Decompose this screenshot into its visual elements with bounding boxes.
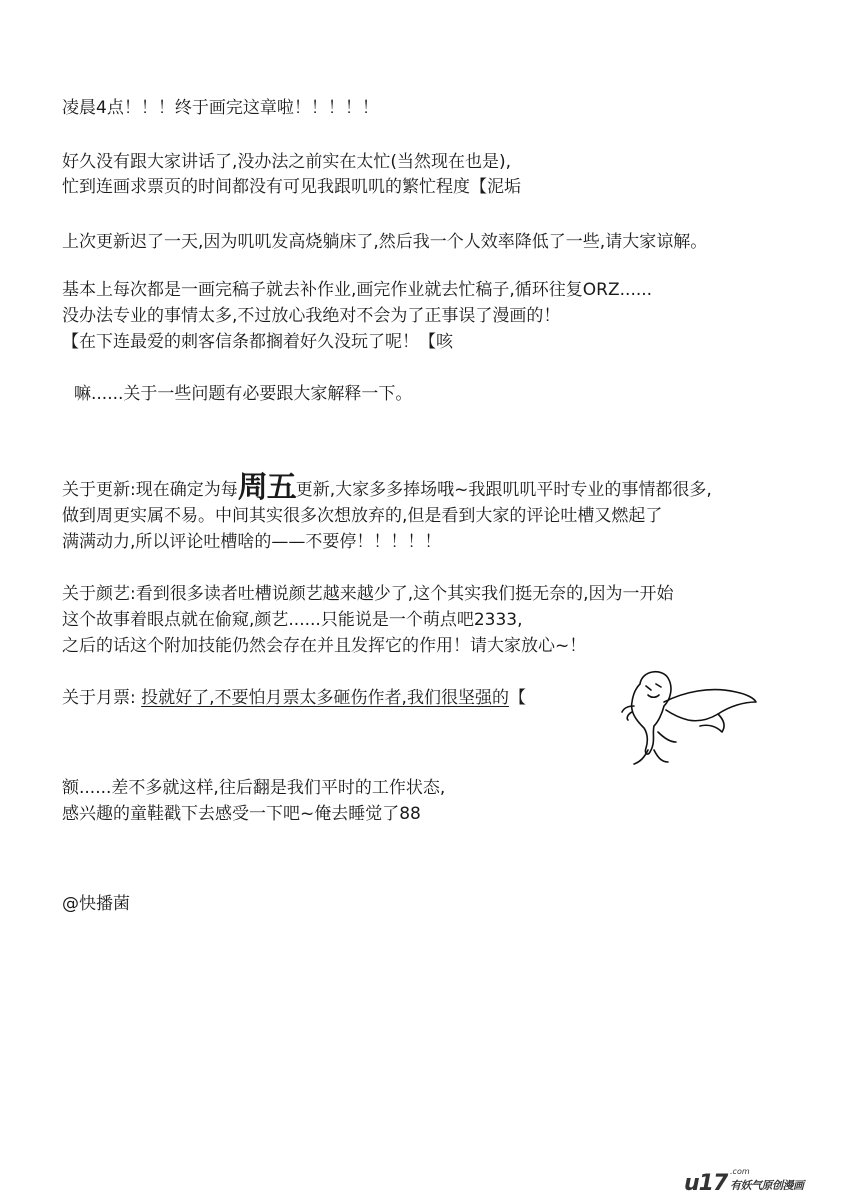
signature: @快播菌 bbox=[62, 894, 130, 914]
face-paragraph-line-3: 之后的话这个附加技能仍然会存在并且发挥它的作用！请大家放心~！ bbox=[62, 636, 587, 656]
ticket-underlined-text: 投就好了,不要怕月票太多砸伤作者,我们很坚强的 bbox=[141, 688, 509, 708]
watermark-com: .com bbox=[730, 1167, 750, 1176]
note-line-4: 上次更新迟了一天,因为叽叽发高烧躺床了,然后我一个人效率降低了一些,请大家谅解。 bbox=[62, 232, 708, 252]
update-paragraph-line-3: 满满动力,所以评论吐槽啥的——不要停！！！！！ bbox=[62, 532, 442, 552]
closing-line-2: 感兴趣的童鞋戳下去感受一下吧~俺去睡觉了88 bbox=[62, 804, 421, 824]
note-line-1: 凌晨4点！！！终于画完这章啦！！！！！ bbox=[62, 98, 379, 118]
note-line-3: 忙到连画求票页的时间都没有可见我跟叽叽的繁忙程度【泥垢 bbox=[62, 177, 521, 197]
update-emphasis: 周五 bbox=[237, 470, 296, 505]
note-line-7: 【在下连最爱的刺客信条都搁着好久没玩了呢！【咳 bbox=[62, 332, 453, 352]
ghost-mascot-doodle bbox=[618, 662, 758, 772]
update-prefix: 关于更新:现在确定为每 bbox=[62, 480, 238, 500]
update-paragraph-line-1 bbox=[62, 470, 712, 505]
update-paragraph-line-2: 做到周更实属不易。中间其实很多次想放弃的,但是看到大家的评论吐槽又燃起了 bbox=[62, 506, 663, 526]
face-paragraph-line-1: 关于颜艺:看到很多读者吐槽说颜艺越来越少了,这个其实我们挺无奈的,因为一开始 bbox=[62, 584, 674, 604]
ticket-prefix: 关于月票: bbox=[62, 688, 142, 708]
update-suffix: 更新,大家多多捧场哦~我跟叽叽平时专业的事情都很多, bbox=[295, 480, 712, 500]
watermark-main: u17 bbox=[684, 1171, 728, 1196]
note-line-2: 好久没有跟大家讲话了,没办法之前实在太忙(当然现在也是), bbox=[62, 152, 512, 172]
note-line-6: 没办法专业的事情太多,不过放心我绝对不会为了正事误了漫画的！ bbox=[62, 306, 561, 326]
face-paragraph-line-2: 这个故事着眼点就在偷窥,颜艺......只能说是一个萌点吧2333, bbox=[62, 610, 523, 630]
closing-line-1: 额......差不多就这样,往后翻是我们平时的工作状态, bbox=[62, 778, 446, 798]
ticket-paragraph bbox=[62, 688, 526, 708]
note-line-5: 基本上每次都是一画完稿子就去补作业,画完作业就去忙稿子,循环往复ORZ...... bbox=[62, 280, 653, 300]
ticket-suffix: 【 bbox=[508, 688, 526, 708]
u17-watermark-logo bbox=[684, 1167, 834, 1196]
watermark-slogan: 有妖气原创漫画 bbox=[730, 1179, 804, 1192]
note-line-8: 嘛......关于一些问题有必要跟大家解释一下。 bbox=[74, 384, 413, 404]
